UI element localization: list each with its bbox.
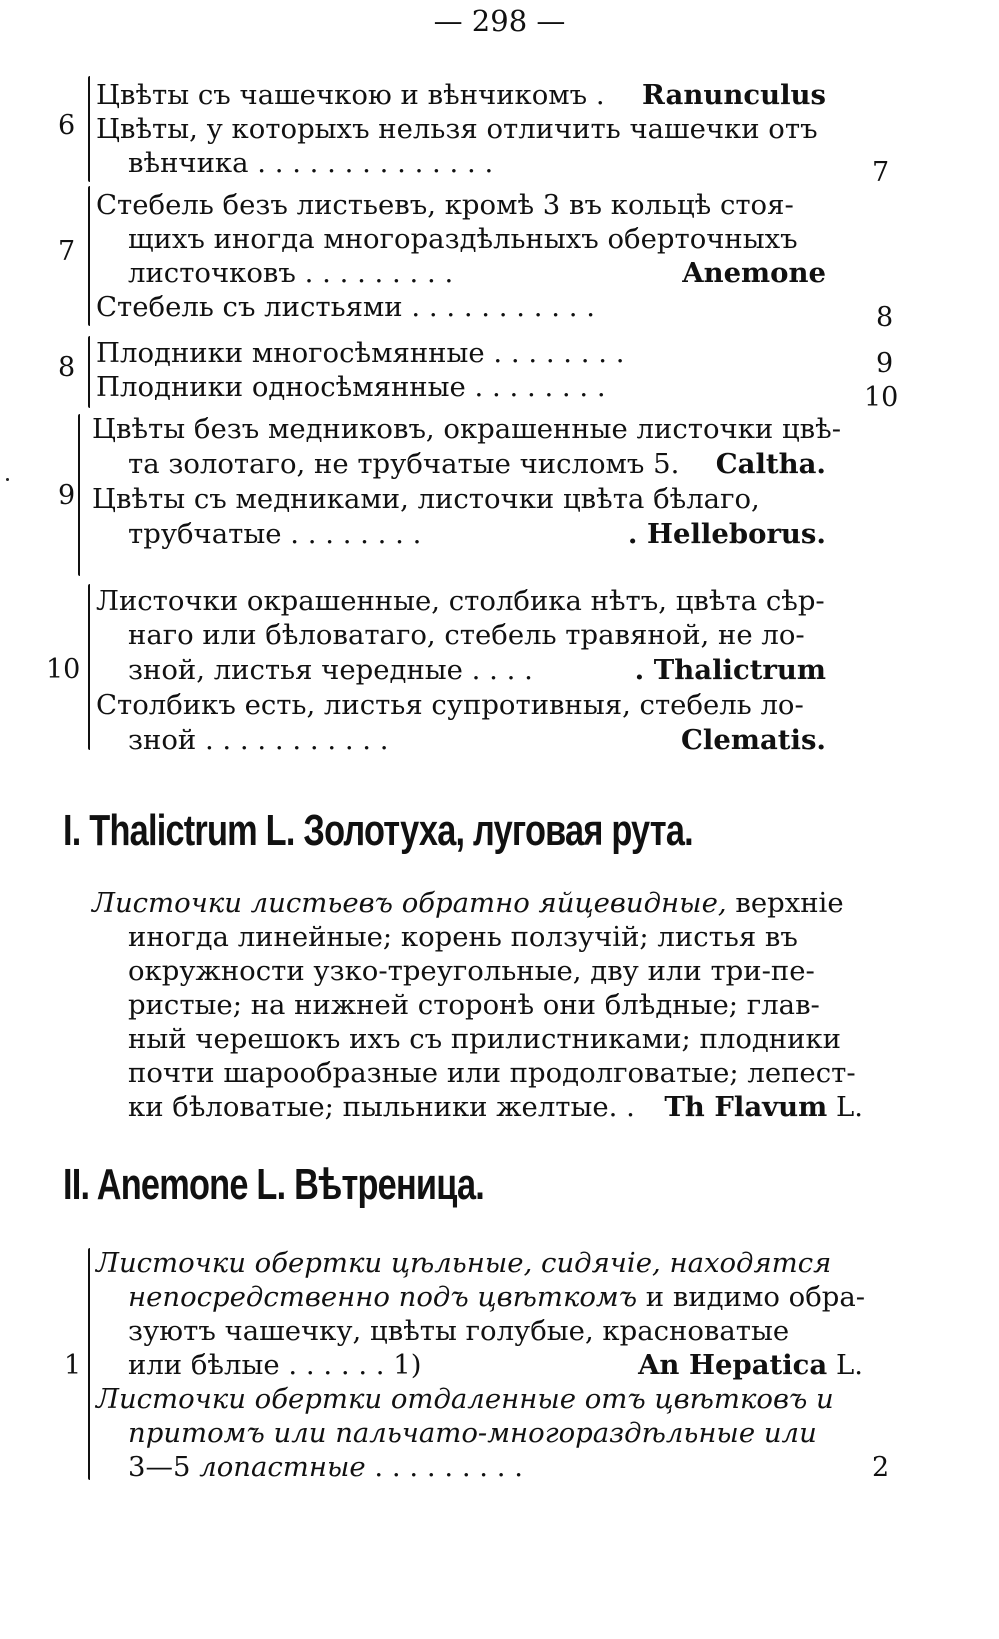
brace-1	[88, 1248, 90, 1480]
description-line: окружности узко-треугольные, дву или три-пе-	[128, 955, 815, 987]
key-line	[128, 725, 826, 757]
key-text: зной . . . . . . . . . . .	[128, 724, 389, 756]
species-name: An Hepatica	[638, 1349, 828, 1381]
key-line: вѣнчика . . . . . . . . . . . . . .	[128, 147, 494, 179]
couplet-number-7: 7	[58, 236, 76, 267]
description-line	[92, 888, 844, 920]
description-line	[128, 1092, 863, 1124]
key-line	[128, 519, 826, 551]
key-line	[128, 1452, 523, 1484]
key-line: Столбикъ есть, листья супротивныя, стебель ло-	[96, 689, 804, 721]
section-heading: I. Thalictrum L. Золотуха, луговая рута.	[63, 806, 693, 855]
key-line: Цвѣты безъ медниковъ, окрашенные листочки цвѣ-	[92, 413, 842, 445]
text: 3—5	[128, 1451, 200, 1483]
description-line: ристые; на нижней сторонѣ они блѣдные; глав-	[128, 989, 820, 1021]
brace-8	[88, 336, 90, 408]
key-reference: 7	[872, 157, 890, 188]
key-reference: 8	[876, 302, 894, 333]
key-reference: 2	[872, 1452, 890, 1483]
genus-name: Ranunculus	[642, 79, 826, 111]
key-line	[128, 258, 826, 290]
description-line: почти шарообразные или продолговатые; лепест-	[128, 1057, 856, 1089]
couplet-number-9: 9	[58, 480, 76, 511]
genus-name: Anemone	[682, 257, 826, 289]
brace-9	[78, 414, 80, 576]
genus-name: Clematis.	[681, 724, 826, 756]
genus-name: Caltha.	[715, 448, 826, 480]
page-number: — 298 —	[433, 4, 566, 38]
key-text: или бѣлые . . . . . . 1)	[128, 1349, 422, 1381]
key-line	[128, 449, 826, 481]
key-reference: 10	[864, 382, 899, 413]
key-line	[128, 1350, 863, 1382]
key-line: зуютъ чашечку, цвѣты голубые, красноватые	[128, 1315, 790, 1347]
text: ки бѣловатые; пыльники желтые. .	[128, 1091, 635, 1123]
description-line: иногда линейные; корень ползучій; листья въ	[128, 921, 798, 953]
key-line: Листочки обертки отдаленные отъ цвѣтковъ и	[96, 1383, 834, 1415]
speck	[6, 478, 9, 481]
key-line: щихъ иногда многораздѣльныхъ оберточныхъ	[128, 223, 798, 255]
brace-6	[88, 76, 90, 182]
genus-name: . Helleborus.	[627, 518, 826, 550]
key-line	[128, 655, 826, 687]
key-line: Цвѣты, у которыхъ нельзя отличить чашечки отъ	[96, 113, 818, 145]
key-line: Плодники многосѣмянные . . . . . . . .	[96, 337, 625, 369]
key-text: листочковъ . . . . . . . . .	[128, 257, 454, 289]
key-line: Стебель съ листьями . . . . . . . . . . .	[96, 291, 595, 323]
key-text: зной, листья чередные . . . .	[128, 654, 533, 686]
italic-text: лопастные	[199, 1451, 366, 1483]
key-line: притомъ или пальчато-многораздѣльные или	[128, 1417, 817, 1449]
key-line: Плодники односѣмянные . . . . . . . .	[96, 371, 606, 403]
couplet-number-8: 8	[58, 352, 76, 383]
key-reference: 9	[876, 348, 894, 379]
species-name: Th Flavum	[664, 1091, 828, 1123]
text: верхніе	[726, 887, 844, 919]
description-line: ный черешокъ ихъ съ прилистниками; плодники	[128, 1023, 841, 1055]
leader-dots: . . . . . . . . .	[365, 1451, 524, 1483]
couplet-number-6: 6	[58, 110, 76, 141]
author: L.	[827, 1091, 863, 1123]
key-line: Стебель безъ листьевъ, кромѣ 3 въ кольцѣ стоя-	[96, 189, 794, 221]
key-line	[96, 80, 826, 112]
key-line	[128, 1282, 865, 1314]
italic-text: непосредственно подъ цвѣткомъ	[128, 1281, 638, 1313]
genus-name: . Thalictrum	[634, 654, 826, 686]
text: и видимо обра-	[637, 1281, 866, 1313]
key-line: Листочки окрашенные, столбика нѣтъ, цвѣта сѣр-	[96, 585, 825, 617]
italic-text: Листочки листьевъ обратно яйцевидные,	[92, 887, 727, 919]
key-text: Цвѣты съ чашечкою и вѣнчикомъ .	[96, 79, 605, 111]
couplet-number-1: 1	[64, 1350, 82, 1381]
key-text: та золотаго, не трубчатые числомъ 5.	[128, 448, 680, 480]
key-line: Листочки обертки цѣльные, сидячіе, находятся	[96, 1247, 832, 1279]
brace-10	[88, 584, 90, 750]
couplet-number-10: 10	[46, 654, 81, 685]
author: L.	[827, 1349, 863, 1381]
key-text: трубчатые . . . . . . . .	[128, 518, 422, 550]
key-line: Цвѣты съ медниками, листочки цвѣта бѣлаго,	[92, 483, 760, 515]
section-heading: II. Anemone L. Вѣтреница.	[63, 1160, 485, 1209]
brace-7	[88, 186, 90, 326]
key-line: наго или бѣловатаго, стебель травяной, не ло-	[128, 619, 805, 651]
